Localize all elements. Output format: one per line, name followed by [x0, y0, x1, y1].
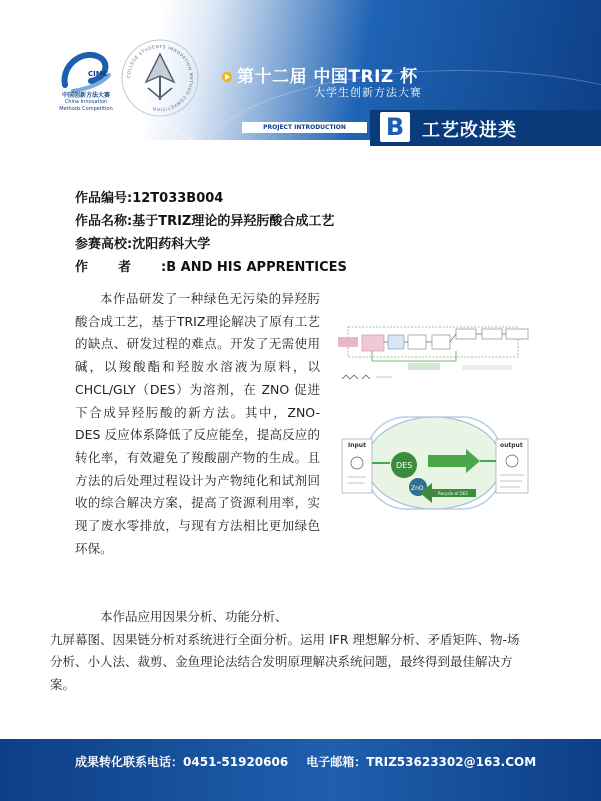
competition-title-text: 第十二届 中国TRIZ 杯 [237, 67, 418, 87]
footer-bar [0, 739, 601, 801]
zno-des-reaction-diagram [336, 405, 532, 517]
competition-emblem-icon [118, 36, 202, 120]
input-molecule-icon [351, 457, 363, 469]
recycle-label: Recycle of DES [438, 491, 468, 496]
project-introduction-label: PROJECT INTRODUCTION [242, 122, 367, 133]
flow-legend-bar [462, 365, 512, 370]
meta-name-row [75, 210, 347, 233]
email-value: TRIZ53623302@163.COM [366, 755, 537, 769]
paragraph-2-line-1: 本作品应用因果分析、功能分析、 [100, 609, 288, 624]
phone-value: 0451-51920606 [183, 755, 289, 769]
meta-name-label: 作品名称: [75, 214, 133, 229]
cimc-name-en-2: Methods Competition [59, 106, 113, 112]
cimc-mark: CIMC [88, 70, 108, 78]
description-paragraph-2 [50, 606, 530, 697]
process-flow-diagram [336, 321, 532, 388]
meta-author-value: B AND HIS APPRENTICES [166, 260, 347, 275]
meta-name-value: 基于TRIZ理论的异羟肟酸合成工艺 [132, 214, 335, 229]
meta-author-label: 作者: [75, 260, 197, 275]
flow-step-box [408, 335, 426, 349]
project-meta [75, 187, 347, 279]
meta-school-row [75, 233, 347, 256]
flow-legend-bar [408, 363, 440, 370]
des-label: DES [396, 461, 413, 470]
meta-school-label: 参赛高校: [75, 237, 133, 252]
output-molecule-icon [506, 455, 518, 467]
flow-step-box [388, 335, 404, 349]
category-name: 工艺改进类 [422, 120, 517, 141]
output-label: output [500, 442, 523, 449]
competition-subtitle: 大学生创新方法大赛 [314, 86, 422, 99]
meta-code-label: 作品编号: [75, 191, 133, 206]
meta-school-value: 沈阳药科大学 [132, 237, 211, 252]
category-letter: B [380, 112, 410, 142]
phone-label: 成果转化联系电话： [75, 755, 184, 769]
input-label: Input [348, 442, 366, 449]
footer-contact [75, 753, 536, 770]
description-paragraph-1: 本作品研发了一种绿色无污染的异羟肟酸合成工艺，基于TRIZ理论解决了原有工艺的缺点、研发过程的难点。开发了无需使用碱，以羧酸酯和羟胺水溶液为原料，以 CHCL/GLY（DES）为溶剂，在 ZNO 促进下合成异羟肟酸的新方法。其中，ZNO-DES 反应体系降低了反应能垒，提高反应的转化率，有效避免了羧酸副产物的生成。且方法的后处理过程设计为产物纯化和试剂回收的综合解决方案，提高了资源利用率，实现了废水零排放，与现有方法相比更加绿色环保。 [75, 291, 320, 556]
flow-step-box [432, 335, 450, 349]
flow-reactor-box [362, 335, 384, 351]
flow-step-box [506, 329, 528, 339]
meta-author-row [75, 256, 347, 279]
flow-input-box [338, 337, 358, 347]
cimc-name-cn: 中国创新方法大赛 [61, 92, 110, 99]
emblem-ring-text: COLLEGE STUDENTS INNOVATION METHOD COMPETITION [125, 43, 195, 113]
play-bullet-icon [222, 72, 232, 82]
meta-code-row [75, 187, 347, 210]
cimc-logo-caption [46, 92, 126, 113]
flow-step-box [456, 329, 476, 339]
email-label: 电子邮箱： [306, 755, 367, 769]
zno-label: ZnO [411, 485, 424, 492]
paragraph-2-rest: 九屏幕图、因果链分析对系统进行全面分析。运用 IFR 理想解分析、矛盾矩阵、物-场分析、小人法、裁剪、金鱼理论法结合发明原理解决系统问题，最终得到最佳解决方案。 [50, 631, 520, 693]
cimc-name-en-1: China Innovation [64, 99, 108, 105]
meta-code-value: 12T033B004 [132, 191, 224, 206]
flow-step-box [482, 329, 502, 339]
